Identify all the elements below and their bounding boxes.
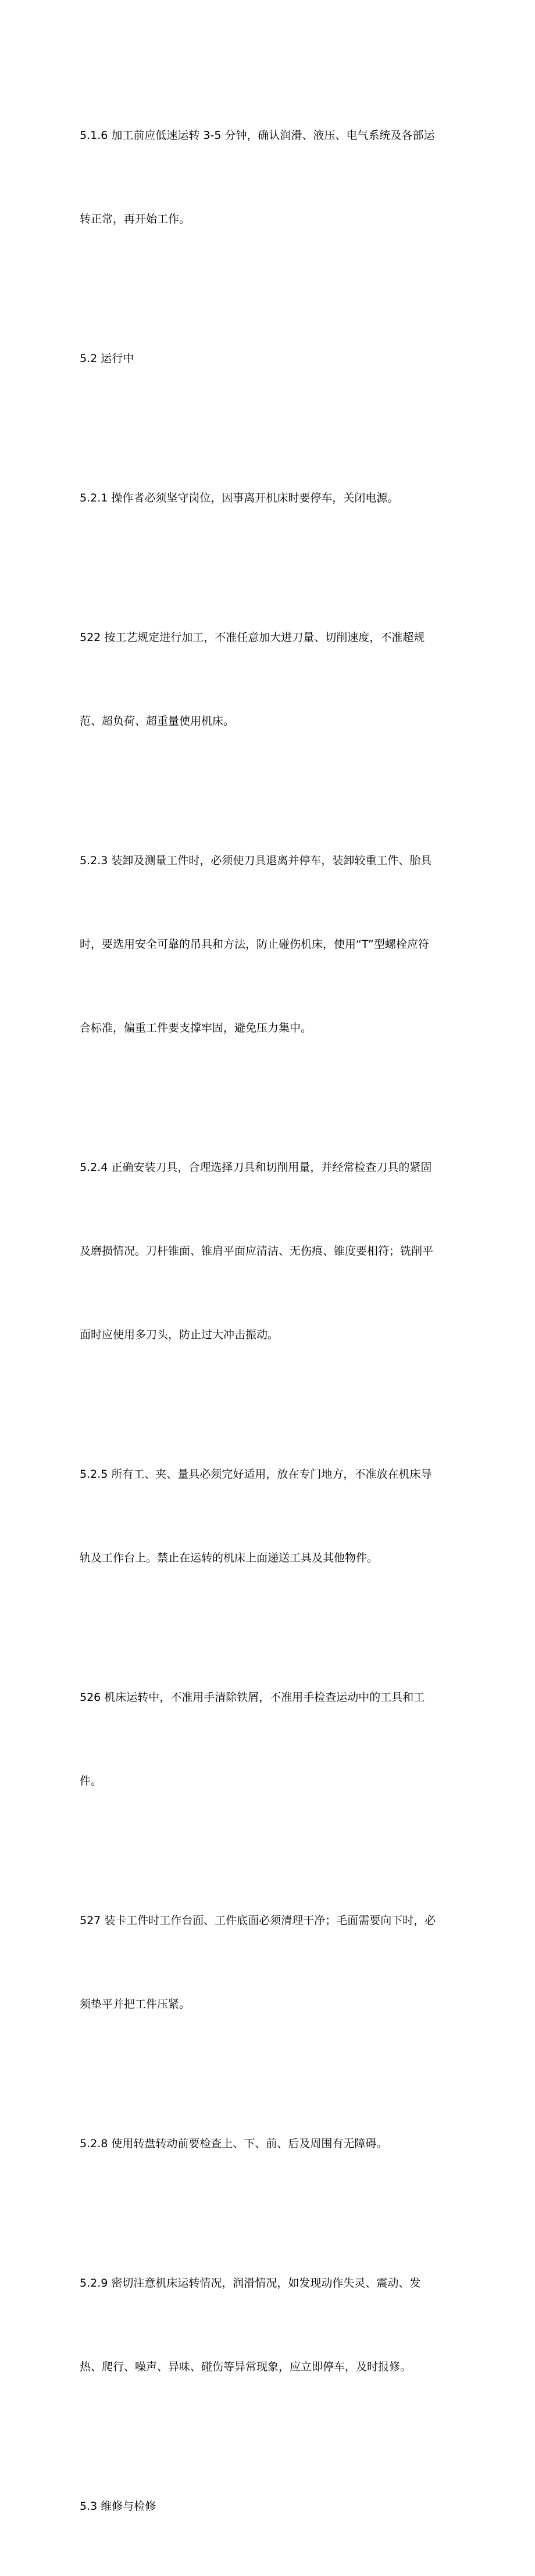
text-line: 5.2.3 装卸及测量工件时，必须使刀具退离并停车，装卸较重工件、胎具 bbox=[80, 854, 432, 867]
text-line: 热、爬行、噪声、异味、碰伤等异常现象，应立即停车，及时报修。 bbox=[80, 2360, 412, 2373]
text-line: 5.1.6 加工前应低速运转 3-5 分钟，确认润滑、液压、电气系统及各部运 bbox=[80, 129, 435, 142]
text-line: 5.2.5 所有工、夹、量具必须完好适用，放在专门地方，不准放在机床导 bbox=[80, 1468, 432, 1481]
document-page bbox=[80, 66, 458, 2576]
text-line: 轨及工作台上。禁止在运转的机床上面递送工具及其他物件。 bbox=[80, 1552, 379, 1564]
text-line: 526 机床运转中，不准用手清除铁屑，不准用手检查运动中的工具和工 bbox=[80, 1691, 425, 1704]
section-heading-5-3 bbox=[80, 2437, 458, 2576]
text-line: 及磨损情况。刀杆锥面、锥肩平面应清洁、无伤痕、锥度要相符；铣削平 bbox=[80, 1245, 434, 1257]
paragraph-5-2-2 bbox=[80, 568, 458, 791]
paragraph-5-1-6 bbox=[80, 66, 458, 289]
paragraph-5-2-5 bbox=[80, 1405, 458, 1628]
paragraph-5-2-1 bbox=[80, 428, 458, 568]
text-line: 范、超负荷、超重量使用机床。 bbox=[80, 715, 235, 728]
text-line: 转正常，再开始工作。 bbox=[80, 213, 191, 225]
section-heading-5-2 bbox=[80, 289, 458, 428]
paragraph-5-2-4 bbox=[80, 1098, 458, 1405]
paragraph-5-2-8 bbox=[80, 2074, 458, 2213]
text-line: 合标准，偏重工件要支撑牢固，避免压力集中。 bbox=[80, 1022, 312, 1034]
text-line: 面时应使用多刀头，防止过大冲击振动。 bbox=[80, 1328, 279, 1341]
paragraph-5-2-7 bbox=[80, 1851, 458, 2074]
text-line: 时，要选用安全可靠的吊具和方法，防止碰伤机床，使用“T”型螺栓应符 bbox=[80, 938, 429, 951]
text-line: 5.3 维修与检修 bbox=[80, 2500, 156, 2513]
text-line: 5.2.4 正确安装刀具，合理选择刀具和切削用量，并经常检查刀具的紧固 bbox=[80, 1161, 432, 1174]
text-line: 522 按工艺规定进行加工，不准任意加大进刀量、切削速度，不准超规 bbox=[80, 631, 425, 644]
text-line: 527 装卡工件时工作台面、工件底面必须清理干净；毛面需要向下时，必 bbox=[80, 1914, 436, 1927]
text-line: 5.2.9 密切注意机床运转情况，润滑情况，如发现动作失灵、震动、发 bbox=[80, 2277, 421, 2290]
text-line: 5.2.1 操作者必须坚守岗位，因事离开机床时要停车，关闭电源。 bbox=[80, 492, 399, 504]
paragraph-5-2-9 bbox=[80, 2213, 458, 2437]
text-line: 5.2 运行中 bbox=[80, 352, 134, 365]
text-line: 须垫平并把工件压紧。 bbox=[80, 1998, 191, 2011]
text-line: 5.2.8 使用转盘转动前要检查上、下、前、后及周围有无障碍。 bbox=[80, 2137, 388, 2150]
text-line: 件。 bbox=[80, 1775, 102, 1787]
paragraph-5-2-3 bbox=[80, 791, 458, 1098]
paragraph-5-2-6 bbox=[80, 1628, 458, 1851]
